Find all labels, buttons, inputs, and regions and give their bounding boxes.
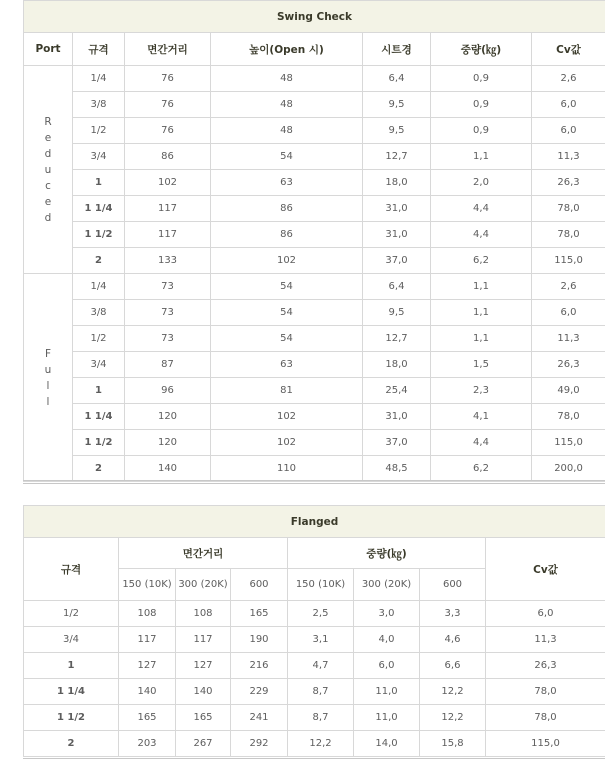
table-row — [24, 378, 605, 404]
cv-cell: 2,6 — [532, 274, 605, 300]
table-row — [24, 601, 605, 627]
size-cell: 1 — [73, 378, 125, 404]
subheader-class: 600 — [231, 569, 288, 601]
size-cell: 1/2 — [73, 326, 125, 352]
table-row — [24, 196, 605, 222]
header-face-to-face: 면간거리 — [119, 538, 288, 569]
cv-cell: 6,0 — [532, 300, 605, 326]
flanged-table — [23, 505, 605, 757]
size-cell: 2 — [24, 731, 119, 757]
table-row — [24, 222, 605, 248]
weight-300-cell: 6,0 — [354, 653, 420, 679]
port-letter: e — [44, 131, 52, 144]
weight-300-cell: 11,0 — [354, 705, 420, 731]
length-600-cell: 216 — [231, 653, 288, 679]
port-letter: c — [45, 179, 51, 192]
height-cell: 48 — [211, 66, 363, 92]
cv-cell: 11,3 — [486, 627, 605, 653]
port-letter: l — [46, 379, 50, 392]
seat-cell: 31,0 — [363, 404, 431, 430]
seat-cell: 6,4 — [363, 274, 431, 300]
weight-600-cell: 12,2 — [420, 679, 486, 705]
height-cell: 48 — [211, 118, 363, 144]
size-cell: 1/4 — [73, 66, 125, 92]
size-cell: 1/2 — [73, 118, 125, 144]
table-row — [24, 118, 605, 144]
size-cell: 1/2 — [24, 601, 119, 627]
length-600-cell: 292 — [231, 731, 288, 757]
length-150-cell: 127 — [119, 653, 176, 679]
seat-cell: 12,7 — [363, 326, 431, 352]
size-cell: 1 1/2 — [73, 222, 125, 248]
weight-300-cell: 11,0 — [354, 679, 420, 705]
port-type-cell — [24, 66, 73, 274]
length-150-cell: 165 — [119, 705, 176, 731]
seat-cell: 9,5 — [363, 118, 431, 144]
face-to-face-cell: 120 — [125, 430, 211, 456]
table-row — [24, 456, 605, 482]
face-to-face-cell: 73 — [125, 300, 211, 326]
divider — [23, 480, 605, 481]
cv-cell: 11,3 — [532, 326, 605, 352]
length-150-cell: 140 — [119, 679, 176, 705]
header-face-to-face: 면간거리 — [125, 33, 211, 66]
table-row — [24, 66, 605, 92]
weight-300-cell: 3,0 — [354, 601, 420, 627]
table-row — [24, 352, 605, 378]
face-to-face-cell: 140 — [125, 456, 211, 482]
header-cv: Cv값 — [532, 33, 605, 66]
length-150-cell: 108 — [119, 601, 176, 627]
weight-cell: 2,3 — [431, 378, 532, 404]
face-to-face-cell: 117 — [125, 222, 211, 248]
weight-300-cell: 4,0 — [354, 627, 420, 653]
header-weight: 중량(㎏) — [431, 33, 532, 66]
cv-cell: 26,3 — [486, 653, 605, 679]
header-seat-diameter: 시트경 — [363, 33, 431, 66]
length-300-cell: 127 — [176, 653, 231, 679]
cv-cell: 26,3 — [532, 170, 605, 196]
port-letter: d — [44, 147, 52, 160]
length-600-cell: 229 — [231, 679, 288, 705]
size-cell: 3/8 — [73, 300, 125, 326]
divider — [23, 483, 605, 484]
cv-cell: 78,0 — [532, 222, 605, 248]
subheader-class: 300 (20K) — [176, 569, 231, 601]
height-cell: 86 — [211, 196, 363, 222]
swing-check-title: Swing Check — [24, 1, 605, 33]
cv-cell: 78,0 — [532, 196, 605, 222]
height-cell: 86 — [211, 222, 363, 248]
weight-cell: 2,0 — [431, 170, 532, 196]
weight-cell: 1,1 — [431, 300, 532, 326]
length-150-cell: 203 — [119, 731, 176, 757]
length-300-cell: 140 — [176, 679, 231, 705]
weight-cell: 6,2 — [431, 248, 532, 274]
cv-cell: 200,0 — [532, 456, 605, 482]
weight-150-cell: 3,1 — [288, 627, 354, 653]
table-row — [24, 679, 605, 705]
weight-cell: 1,1 — [431, 326, 532, 352]
height-cell: 54 — [211, 144, 363, 170]
face-to-face-cell: 117 — [125, 196, 211, 222]
swing-check-table — [23, 0, 605, 482]
cv-cell: 115,0 — [532, 430, 605, 456]
length-300-cell: 165 — [176, 705, 231, 731]
height-cell: 54 — [211, 326, 363, 352]
subheader-class: 300 (20K) — [354, 569, 420, 601]
length-300-cell: 267 — [176, 731, 231, 757]
face-to-face-cell: 102 — [125, 170, 211, 196]
seat-cell: 9,5 — [363, 92, 431, 118]
size-cell: 3/4 — [24, 627, 119, 653]
size-cell: 3/4 — [73, 352, 125, 378]
height-cell: 63 — [211, 170, 363, 196]
table-row — [24, 627, 605, 653]
table-row — [24, 248, 605, 274]
table-row — [24, 404, 605, 430]
port-letter: d — [44, 211, 52, 224]
weight-cell: 1,1 — [431, 274, 532, 300]
cv-cell: 2,6 — [532, 66, 605, 92]
table-row — [24, 653, 605, 679]
size-cell: 1 — [73, 170, 125, 196]
length-600-cell: 165 — [231, 601, 288, 627]
weight-300-cell: 14,0 — [354, 731, 420, 757]
port-letter: u — [44, 363, 52, 376]
size-cell: 3/8 — [73, 92, 125, 118]
cv-cell: 6,0 — [532, 92, 605, 118]
seat-cell: 48,5 — [363, 456, 431, 482]
size-cell: 1 1/2 — [24, 705, 119, 731]
height-cell: 54 — [211, 300, 363, 326]
cv-cell: 6,0 — [532, 118, 605, 144]
size-cell: 1 1/4 — [24, 679, 119, 705]
face-to-face-cell: 87 — [125, 352, 211, 378]
face-to-face-cell: 86 — [125, 144, 211, 170]
height-cell: 102 — [211, 430, 363, 456]
size-cell: 1 1/4 — [73, 196, 125, 222]
cv-cell: 78,0 — [486, 679, 605, 705]
table-row — [24, 300, 605, 326]
size-cell: 1 — [24, 653, 119, 679]
weight-150-cell: 4,7 — [288, 653, 354, 679]
subheader-class: 150 (10K) — [119, 569, 176, 601]
face-to-face-cell: 73 — [125, 274, 211, 300]
face-to-face-cell: 76 — [125, 118, 211, 144]
subheader-class: 600 — [420, 569, 486, 601]
table-row — [24, 144, 605, 170]
weight-cell: 4,1 — [431, 404, 532, 430]
seat-cell: 12,7 — [363, 144, 431, 170]
cv-cell: 11,3 — [532, 144, 605, 170]
weight-150-cell: 8,7 — [288, 705, 354, 731]
table-row — [24, 731, 605, 757]
seat-cell: 6,4 — [363, 66, 431, 92]
length-600-cell: 241 — [231, 705, 288, 731]
port-letter: F — [44, 347, 52, 360]
port-letter: e — [44, 195, 52, 208]
weight-600-cell: 12,2 — [420, 705, 486, 731]
table-row — [24, 430, 605, 456]
table-row — [24, 170, 605, 196]
header-port: Port — [24, 33, 73, 66]
header-weight: 중량(㎏) — [288, 538, 486, 569]
port-letter: u — [44, 163, 52, 176]
weight-cell: 4,4 — [431, 430, 532, 456]
height-cell: 110 — [211, 456, 363, 482]
cv-cell: 26,3 — [532, 352, 605, 378]
port-letter: l — [46, 395, 50, 408]
weight-600-cell: 4,6 — [420, 627, 486, 653]
header-size: 규격 — [73, 33, 125, 66]
length-300-cell: 117 — [176, 627, 231, 653]
weight-cell: 4,4 — [431, 222, 532, 248]
table-row — [24, 92, 605, 118]
table-row — [24, 326, 605, 352]
seat-cell: 9,5 — [363, 300, 431, 326]
height-cell: 63 — [211, 352, 363, 378]
cv-cell: 6,0 — [486, 601, 605, 627]
cv-cell: 78,0 — [486, 705, 605, 731]
weight-cell: 1,1 — [431, 144, 532, 170]
face-to-face-cell: 120 — [125, 404, 211, 430]
port-letter: R — [44, 115, 52, 128]
size-cell: 1 1/2 — [73, 430, 125, 456]
seat-cell: 31,0 — [363, 222, 431, 248]
weight-cell: 4,4 — [431, 196, 532, 222]
face-to-face-cell: 76 — [125, 66, 211, 92]
seat-cell: 25,4 — [363, 378, 431, 404]
header-size: 규격 — [24, 538, 119, 601]
port-type-cell — [24, 274, 73, 482]
cv-cell: 78,0 — [532, 404, 605, 430]
flanged-title: Flanged — [24, 506, 605, 538]
size-cell: 2 — [73, 248, 125, 274]
header-cv: Cv값 — [486, 538, 605, 601]
table-row — [24, 274, 605, 300]
length-600-cell: 190 — [231, 627, 288, 653]
weight-600-cell: 3,3 — [420, 601, 486, 627]
length-300-cell: 108 — [176, 601, 231, 627]
weight-cell: 0,9 — [431, 118, 532, 144]
table-row — [24, 705, 605, 731]
size-cell: 1 1/4 — [73, 404, 125, 430]
size-cell: 1/4 — [73, 274, 125, 300]
cv-cell: 115,0 — [486, 731, 605, 757]
size-cell: 3/4 — [73, 144, 125, 170]
size-cell: 2 — [73, 456, 125, 482]
seat-cell: 37,0 — [363, 430, 431, 456]
weight-cell: 0,9 — [431, 66, 532, 92]
weight-600-cell: 6,6 — [420, 653, 486, 679]
height-cell: 81 — [211, 378, 363, 404]
weight-cell: 6,2 — [431, 456, 532, 482]
header-height-open: 높이(Open 시) — [211, 33, 363, 66]
weight-150-cell: 2,5 — [288, 601, 354, 627]
seat-cell: 31,0 — [363, 196, 431, 222]
face-to-face-cell: 133 — [125, 248, 211, 274]
weight-600-cell: 15,8 — [420, 731, 486, 757]
face-to-face-cell: 76 — [125, 92, 211, 118]
weight-cell: 1,5 — [431, 352, 532, 378]
seat-cell: 18,0 — [363, 352, 431, 378]
seat-cell: 37,0 — [363, 248, 431, 274]
cv-cell: 115,0 — [532, 248, 605, 274]
height-cell: 54 — [211, 274, 363, 300]
height-cell: 102 — [211, 404, 363, 430]
face-to-face-cell: 73 — [125, 326, 211, 352]
divider — [23, 758, 605, 759]
height-cell: 48 — [211, 92, 363, 118]
weight-cell: 0,9 — [431, 92, 532, 118]
cv-cell: 49,0 — [532, 378, 605, 404]
weight-150-cell: 12,2 — [288, 731, 354, 757]
height-cell: 102 — [211, 248, 363, 274]
length-150-cell: 117 — [119, 627, 176, 653]
subheader-class: 150 (10K) — [288, 569, 354, 601]
seat-cell: 18,0 — [363, 170, 431, 196]
weight-150-cell: 8,7 — [288, 679, 354, 705]
face-to-face-cell: 96 — [125, 378, 211, 404]
